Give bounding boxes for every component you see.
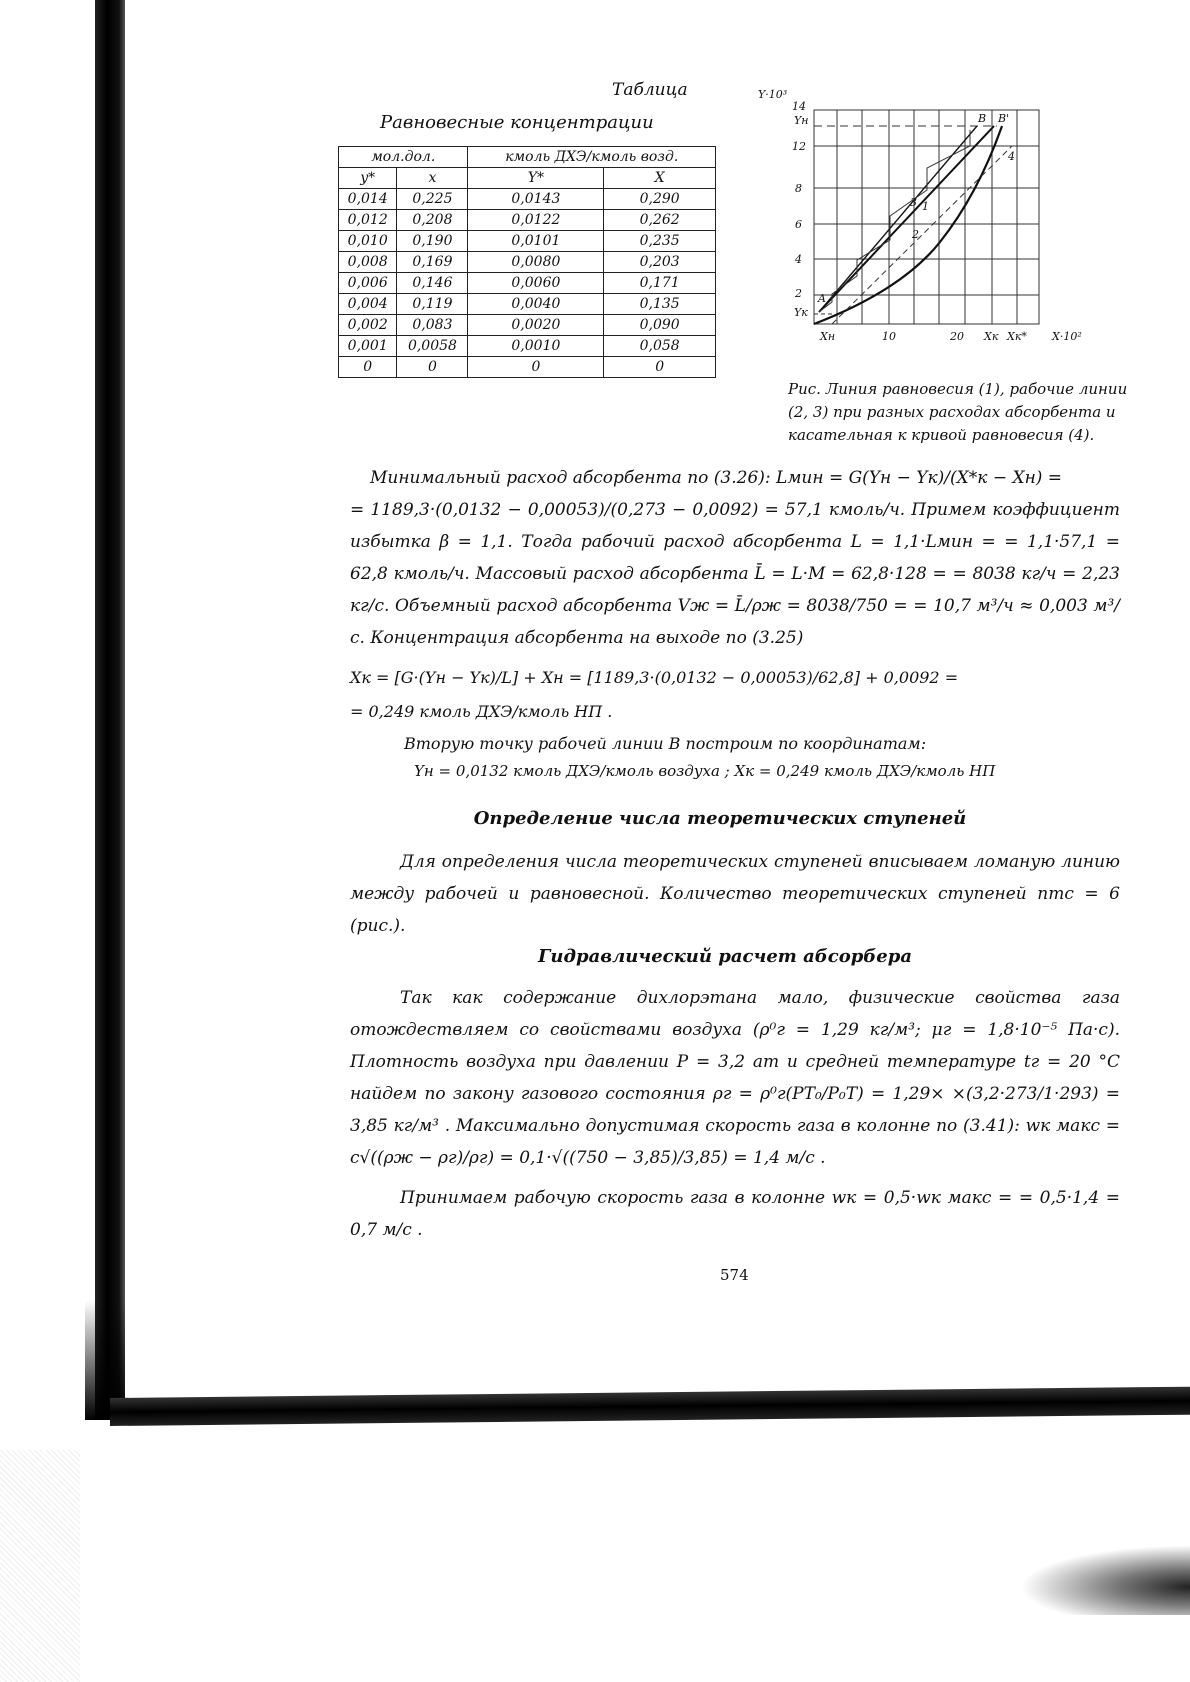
table-cell: 0,119 bbox=[397, 294, 468, 315]
equilibrium-table bbox=[338, 146, 716, 378]
table-cell: 0,0060 bbox=[468, 273, 604, 294]
table-row bbox=[339, 210, 716, 231]
table-cell: 0,290 bbox=[604, 189, 716, 210]
heading-stages: Определение числа теоретических ступеней bbox=[473, 808, 967, 829]
scan-smudge bbox=[1020, 1545, 1190, 1615]
table-cell: 0,090 bbox=[604, 315, 716, 336]
y-tick: 12 bbox=[792, 140, 806, 153]
table-cell: 0,225 bbox=[397, 189, 468, 210]
scan-shadow-left bbox=[95, 0, 125, 1420]
paragraph-hydraulic: Так как содержание дихлорэтана мало, физические свойства газа отождествляем со свойствами воздуха (ρ⁰г = 1,29 кг/м³; μг = 1,8·10⁻⁵ Па·с). Плотность воздуха при давлении P = 3,2 ат и средней температуре tг = 20 °C найдем по закону газового состояния ρг = ρ⁰г(PT₀/P₀T) = 1,29× ×(3,2·273/1·293) = 3,85 кг/м³ . Максимально допустимая скорость газа в колонне по (3.41): wк макс = c√((ρж − ρг)/ρг) = 0,1·√((750 − 3,85)/3,85) = 1,4 м/с . bbox=[350, 988, 1120, 1168]
table-cell: 0,006 bbox=[339, 273, 397, 294]
formula-point-b: Yн = 0,0132 кмоль ДХЭ/кмоль воздуха ; Xк = 0,249 кмоль ДХЭ/кмоль НП bbox=[414, 762, 996, 780]
table-cell: 0,0122 bbox=[468, 210, 604, 231]
tangent-line-4 bbox=[832, 146, 1012, 324]
table-row bbox=[339, 252, 716, 273]
curve-label-3: 3 bbox=[910, 196, 917, 209]
table-cell: 0,002 bbox=[339, 315, 397, 336]
x-tick: 10 bbox=[882, 330, 896, 343]
table-cell: 0,058 bbox=[604, 336, 716, 357]
table-cell: 0,004 bbox=[339, 294, 397, 315]
table-title: Равновесные концентрации bbox=[380, 112, 654, 133]
table-row bbox=[339, 294, 716, 315]
y-mark-yn: Yн bbox=[794, 114, 809, 127]
curve-label-4: 4 bbox=[1008, 150, 1015, 163]
table-cell: 0,0010 bbox=[468, 336, 604, 357]
table-cell: 0,010 bbox=[339, 231, 397, 252]
table-cell: 0,262 bbox=[604, 210, 716, 231]
working-line-3 bbox=[819, 126, 977, 312]
table-cell: 0,0058 bbox=[397, 336, 468, 357]
point-label-b-prime: B' bbox=[998, 112, 1010, 125]
table-cell: 0,012 bbox=[339, 210, 397, 231]
column-header: Y* bbox=[468, 168, 604, 189]
table-row bbox=[339, 315, 716, 336]
table-cell: 0,169 bbox=[397, 252, 468, 273]
column-header: y* bbox=[339, 168, 397, 189]
x-axis-label: X·10² bbox=[1052, 330, 1082, 343]
table-cell: 0,146 bbox=[397, 273, 468, 294]
paragraph-working-speed: Принимаем рабочую скорость газа в колонне wк = 0,5·wк макс = = 0,5·1,4 = 0,7 м/с . bbox=[350, 1188, 1120, 1240]
table-cell: 0,0101 bbox=[468, 231, 604, 252]
point-label-a: A bbox=[818, 292, 826, 305]
table-cell: 0 bbox=[468, 357, 604, 378]
y-tick: 2 bbox=[795, 287, 802, 300]
table-body bbox=[339, 189, 716, 378]
table-cell: 0,0143 bbox=[468, 189, 604, 210]
scan-shadow-bottom bbox=[110, 1387, 1190, 1426]
y-tick: 8 bbox=[795, 182, 802, 195]
equilibrium-curve bbox=[814, 126, 1002, 324]
x-tick: 20 bbox=[950, 330, 964, 343]
table-row bbox=[339, 357, 716, 378]
table-cell: 0,135 bbox=[604, 294, 716, 315]
table-cell: 0,208 bbox=[397, 210, 468, 231]
formula-xk-result: = 0,249 кмоль ДХЭ/кмоль НП . bbox=[350, 702, 613, 721]
table-cell: 0,171 bbox=[604, 273, 716, 294]
group-header: мол.дол. bbox=[339, 147, 468, 168]
paragraph-flow-calc: = 1189,3·(0,0132 − 0,00053)/(0,273 − 0,0092) = 57,1 кмоль/ч. Примем коэффициент избытка β = 1,1. Тогда рабочий расход абсорбента L = 1,1·Lмин = = 1,1·57,1 = 62,8 кмоль/ч. Массовый расход абсорбента L̄ = L·M = 62,8·128 = = 8038 кг/ч = 2,23 кг/с. Объемный расход абсорбента Vж = L̄/ρж = 8038/750 = = 10,7 м³/ч ≈ 0,003 м³/с. Концентрация абсорбента на выходе по (3.25) bbox=[350, 500, 1120, 648]
table-cell: 0 bbox=[604, 357, 716, 378]
y-mark-yk: Yк bbox=[794, 306, 808, 319]
column-header: x bbox=[397, 168, 468, 189]
curve-label-1: 1 bbox=[922, 200, 929, 213]
column-header: X bbox=[604, 168, 716, 189]
table-cell: 0,0040 bbox=[468, 294, 604, 315]
point-label-b: B bbox=[978, 112, 987, 125]
table-row bbox=[339, 189, 716, 210]
figure-caption: Рис. Линия равновесия (1), рабочие линии (2, 3) при разных расходах абсорбента и касательная к кривой равновесия (4). bbox=[788, 380, 1128, 444]
formula-xk: Xк = [G·(Yн − Yк)/L] + Xн = [1189,3·(0,0132 − 0,00053)/62,8] + 0,0092 = bbox=[350, 668, 959, 687]
scan-noise bbox=[0, 1450, 80, 1682]
y-axis-label: Y·10³ bbox=[758, 88, 788, 101]
table-cell: 0,203 bbox=[604, 252, 716, 273]
paragraph-point-b: Вторую точку рабочей линии B построим по координатам: bbox=[404, 734, 927, 753]
group-header: кмоль ДХЭ/кмоль возд. bbox=[468, 147, 716, 168]
table-cell: 0 bbox=[397, 357, 468, 378]
paragraph-stages: Для определения числа теоретических ступеней вписываем ломаную линию между рабочей и равновесной. Количество теоретических ступеней nтс = 6 (рис.). bbox=[350, 852, 1120, 936]
x-mark-xk: Xк bbox=[984, 330, 999, 343]
table-row bbox=[339, 273, 716, 294]
table-row bbox=[339, 231, 716, 252]
x-mark-xn: Xн bbox=[820, 330, 836, 343]
table-cell: 0,235 bbox=[604, 231, 716, 252]
table-row bbox=[339, 336, 716, 357]
table-cell: 0,0080 bbox=[468, 252, 604, 273]
table-cell: 0,083 bbox=[397, 315, 468, 336]
table-cell: 0,190 bbox=[397, 231, 468, 252]
heading-hydraulic: Гидравлический расчет абсорбера bbox=[537, 946, 913, 967]
y-tick: 4 bbox=[795, 253, 802, 266]
table-cell: 0 bbox=[339, 357, 397, 378]
paragraph-min-flow: Минимальный расход абсорбента по (3.26): Lмин = G(Yн − Yк)/(X*к − Xн) = bbox=[370, 468, 1063, 488]
table-cell: 0,0020 bbox=[468, 315, 604, 336]
curve-label-2: 2 bbox=[912, 228, 919, 241]
page-number: 574 bbox=[720, 1266, 749, 1284]
table-cell: 0,008 bbox=[339, 252, 397, 273]
table-cell: 0,001 bbox=[339, 336, 397, 357]
y-tick: 14 bbox=[792, 100, 806, 113]
y-tick: 6 bbox=[795, 218, 802, 231]
grid bbox=[814, 110, 1039, 324]
table-caption: Таблица bbox=[612, 80, 688, 100]
x-mark-xk-star: Xк* bbox=[1007, 330, 1027, 343]
equilibrium-figure bbox=[758, 88, 1122, 370]
table-cell: 0,014 bbox=[339, 189, 397, 210]
